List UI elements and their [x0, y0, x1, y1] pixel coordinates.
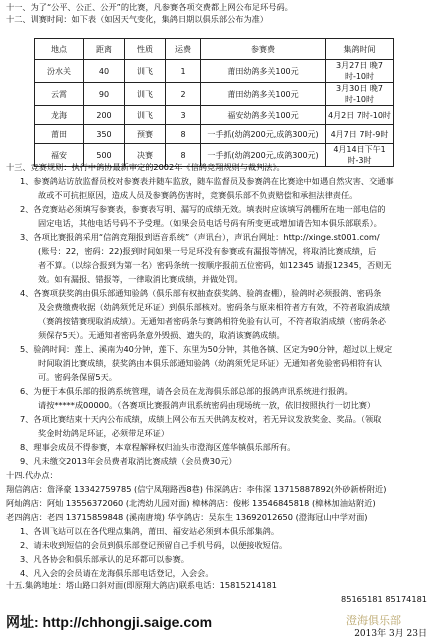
cell: 3月27日 晚7时-10时	[326, 60, 394, 83]
cell: 500	[84, 144, 125, 167]
rule-line: 3、凡各协会和俱乐部承认的足环都可以参赛。	[20, 554, 189, 564]
cell: 1	[166, 60, 201, 83]
rule-line: 固定电话，其他电话号码不予受理。（如果会员电话号码有所变更或增加请告知本俱乐部联系）。	[38, 218, 382, 228]
cell: 决赛	[125, 144, 166, 167]
cell: 40	[84, 60, 125, 83]
rule-line: （赛鸽按错赛现取消成绩）。无通知者密码条与赛鸽相符免验有认可，不符者取消成绩（密码条必	[38, 316, 386, 326]
table-header-row	[35, 39, 394, 60]
cell: 一手抓(幼鸽200元,成鸽300元)	[201, 144, 326, 167]
rule-line: 9、凡未缴交2013年会员费者取消比赛成绩（会员费30元）	[20, 456, 237, 466]
cell: 4月7日 7时-9时	[326, 125, 394, 144]
table-row	[35, 106, 394, 125]
rule-line: 请按*****成00000。（各赛项比赛报鸽声讯系统密码由现场统一放，依旧按照执行一切比赛）	[38, 400, 376, 410]
cell: 莆田幼鸽多关100元	[201, 60, 326, 83]
cell: 90	[84, 83, 125, 106]
header-fee: 参赛费	[201, 39, 326, 60]
extra-phones: 85165181 85174181	[341, 594, 427, 604]
rule-line: 2、请未收到短信的会员到俱乐部登记预留自己手机号码，以便接收短信。	[20, 540, 288, 550]
table-row	[35, 83, 394, 106]
rule-line: 8、理事会成员不得参赛，本章程解释权归汕头市澄海区莲华镇俱乐部所有。	[20, 442, 296, 452]
top-line-1: 十一、为了“公平、公正、公开”的比赛，凡参赛各项交费都上网公布足环号码。	[6, 2, 293, 12]
rule-line: 十四.代办点：	[6, 470, 58, 480]
rule-line: 1、参赛鸽站访放监督员校对参赛表并随车监放，随车监督员及参赛鸽在比赛途中如遇自然灾害、交通事	[20, 176, 394, 186]
rule-line: 及会费缴费收据（幼鸽须凭足环证）到俱乐部核对。密码条与原来相符者方有效，不符者取消成绩	[38, 302, 391, 312]
header-time: 集鸽时间	[326, 39, 394, 60]
cell: 莆田幼鸽多关100元	[201, 83, 326, 106]
cell: 200	[84, 106, 125, 125]
rule-line: 可。密码条保留5天。	[38, 372, 117, 382]
rule-line: 者不算。（以综合报到为第一名）密码条统一按顺序报前五位密码，如12345 请报12345，否则无	[38, 260, 392, 270]
cell: 4月14日下午1时-3时	[326, 144, 394, 167]
cell: 8	[166, 144, 201, 167]
cell: 2	[166, 83, 201, 106]
schedule-table	[34, 38, 394, 167]
cell: 福安	[35, 144, 84, 167]
header-distance: 距离	[84, 39, 125, 60]
rule-line: 翔信鸽店：詹泽豪 13342759785 (信宁凤翔路西8巷) 伟深鸽店：李伟深 13715887892(外砂新桥附近)	[6, 484, 387, 494]
header-type: 性质	[125, 39, 166, 60]
document-date: 2013年 3月 23日	[354, 629, 427, 639]
website-url[interactable]: 网址: http://chhongji.saige.com	[6, 614, 213, 630]
rule-line: 效。如有漏报、错报等，一律取消比赛成绩，并做处罚。	[38, 274, 243, 284]
rule-line: 1、各训飞站可以在各代理点集鸽，莆田、福安站必须到本俱乐部集鸽。	[20, 526, 280, 536]
cell: 福安幼鸽多关100元	[201, 106, 326, 125]
cell: 一手抓(幼鸽200元,成鸽300元)	[201, 125, 326, 144]
cell: 训飞	[125, 60, 166, 83]
rule-line: 6、为便于本俱乐部的报鸽系统管理，请各会员在龙海俱乐部总部的报鸽声讯系统进行报鸽。	[20, 386, 353, 396]
table-row	[35, 60, 394, 83]
watermark-logo: 澄海俱乐部	[346, 614, 401, 627]
rule-line: 阿灿鸽店：阿灿 13556372060 (北湾幼儿园对面) 樟林鸽店：俊彬 13546845818 (樟林加油站附近)	[6, 498, 376, 508]
rule-line: 奖金时幼鸽足环证，必须带足环证）	[38, 428, 170, 438]
rule-line: 3、各项比赛报鸽采用“信鸽竞翔报到语音系统”（声讯台），声讯台网址：http://xinge.st001.com/	[20, 232, 380, 242]
header-freight: 运费	[166, 39, 201, 60]
cell: 莆田	[35, 125, 84, 144]
cell: 4月2日 7时-10时	[326, 106, 394, 125]
cell: 预赛	[125, 125, 166, 144]
rule-line: (账号：22，密码：22)报到时间如果一号足环没有参赛或有漏报等情况，将取消比赛成绩，后	[38, 246, 377, 256]
cell: 龙海	[35, 106, 84, 125]
rule-line: 故或不可抗拒原因，造成人员及参赛鸽伤害时，竞赛俱乐部不负责赔偿和承担法律责任。	[38, 190, 358, 200]
rule-line: 老四鸽店：老四 13715859848 (溪南唐境) 华亨鸽店：吴东生 13692012650 (澄海冠山中学对面)	[6, 512, 368, 522]
rule-line: 十三、竞赛规则：执行中鸽协最新审定的2002年《信鸽竞翔规则与裁判法》。	[6, 162, 285, 172]
top-line-2: 十二、训赛时间：如下表（如因天气变化，集鸽日期以俱乐部公布为准）	[6, 14, 269, 24]
cell: 训飞	[125, 106, 166, 125]
cell: 汾水关	[35, 60, 84, 83]
contact-line: 十五.集鸽地址：塔山路口斜对面(即原翔大鸽店)联系电话：15815214181	[6, 580, 277, 590]
rule-line: 2、各竞赛站必须填写参赛表，参赛表写明、漏写的成绩无效。填表时应该填写鸽棚所在地一部电信的	[20, 204, 386, 214]
cell: 8	[166, 125, 201, 144]
rule-line: 须保存5天）。无通知者密码条意外毁损、遗失的，取消该赛鸽成绩。	[38, 330, 285, 340]
rule-line: 4、各赛项获奖鸽由俱乐部通知验鸽（俱乐部有权抽查获奖鸽、验鸽查棚），验鸽时必须报鸽、密码条	[20, 288, 382, 298]
cell: 训飞	[125, 83, 166, 106]
cell: 云霄	[35, 83, 84, 106]
rule-line: 7、各项比赛结束十天内公布成绩，成绩上网公布五天供鸽友校对，若无异议发放奖金、奖品。（领取	[20, 414, 382, 424]
rule-line: 5、验鸽时间：莲上、溪南为40分钟，莲下、东里为50分钟，其他各镇、区定为90分钟，超过以上规定	[20, 344, 393, 354]
table-row	[35, 125, 394, 144]
rule-line: 时间取消比赛成绩，获奖鸽由本俱乐部通知验鸽（幼鸽须凭足环证）无通知者免验密码相符有认	[38, 358, 382, 368]
cell: 350	[84, 125, 125, 144]
cell: 3	[166, 106, 201, 125]
header-location: 地点	[35, 39, 84, 60]
rule-line: 4、凡入会的会员请在龙海俱乐部电话登记，入会会。	[20, 568, 214, 578]
cell: 3月30日 晚7时-10时	[326, 83, 394, 106]
